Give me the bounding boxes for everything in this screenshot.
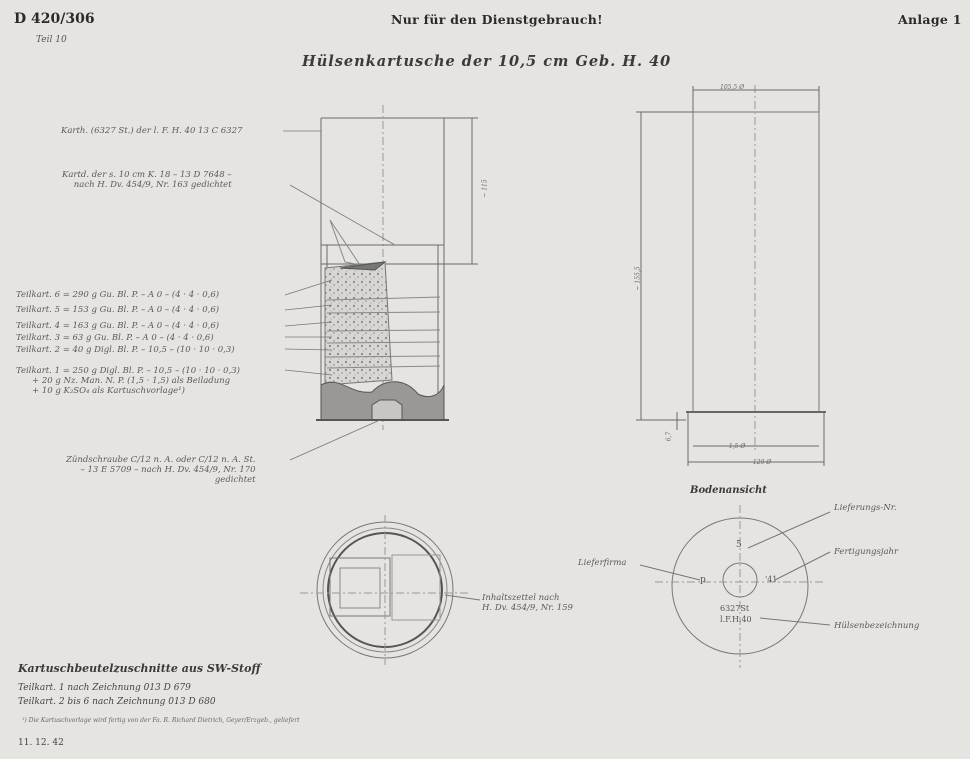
part-label: Teil 10 bbox=[36, 35, 67, 45]
cartridge-section bbox=[316, 105, 478, 430]
dim-top-width: 105,5 Ø bbox=[720, 84, 745, 91]
label-teilkart-2: Teilkart. 2 = 40 g Digl. Bl. P. – 10,5 – (10 · 10 · 0,3) bbox=[16, 345, 235, 355]
label-huelsenbezeichnung: Hülsenbezeichnung bbox=[834, 621, 920, 631]
dim-base-dia: ~ 129 Ø bbox=[746, 459, 772, 466]
label-bodenansicht: Bodenansicht bbox=[690, 485, 767, 496]
label-lieferfirma: Lieferfirma bbox=[578, 558, 627, 568]
dim-inner-dia: ~ 1,5 Ø bbox=[722, 443, 746, 450]
classification: Nur für den Dienstgebrauch! bbox=[391, 12, 603, 27]
base-marking-year: '41 bbox=[765, 575, 778, 584]
label-inhaltszettel: Inhaltszettel nach H. Dv. 454/9, Nr. 159 bbox=[482, 593, 573, 613]
footnote: ¹) Die Kartuschvorlage wird fertig von der Fa. R. Richard Dietrich, Geyer/Erzgeb., geliefert bbox=[22, 717, 300, 724]
base-marking-5: 5 bbox=[736, 540, 742, 550]
base-marking-name: l.F.H.40 bbox=[720, 615, 752, 624]
footer-line-2: Teilkart. 2 bis 6 nach Zeichnung 013 D 680 bbox=[18, 697, 216, 707]
label-teilkart-5: Teilkart. 5 = 153 g Gu. Bl. P. – A 0 – (4 · 4 · 0,6) bbox=[16, 305, 220, 315]
base-marking-p: p bbox=[700, 575, 706, 585]
annex-label: Anlage 1 bbox=[898, 12, 962, 27]
label-teilkart-4: Teilkart. 4 = 163 g Gu. Bl. P. – A 0 – (4 · 4 · 0,6) bbox=[16, 321, 220, 331]
base-view bbox=[640, 505, 830, 668]
cartridge-outer-view bbox=[636, 85, 826, 466]
date: 11. 12. 42 bbox=[18, 738, 64, 748]
label-lieferungs-nr: Lieferungs-Nr. bbox=[834, 503, 897, 513]
dim-total-height: ~ 155,5 bbox=[634, 266, 642, 291]
label-fertigungsjahr: Fertigungsjahr bbox=[834, 547, 899, 557]
label-teilkart-6: Teilkart. 6 = 290 g Gu. Bl. P. – A 0 – (4 · 4 · 0,6) bbox=[16, 290, 220, 300]
base-marking-number: 6327St bbox=[720, 604, 750, 613]
label-zuendschraube: Zündschraube C/12 n. A. oder C/12 n. A. St. – 13 E 5709 – nach H. Dv. 454/9, Nr. 170 gedichtet bbox=[66, 455, 256, 485]
doc-number: D 420/306 bbox=[14, 11, 95, 27]
page-title: Hülsenkartusche der 10,5 cm Geb. H. 40 bbox=[302, 53, 672, 70]
footer-line-1: Teilkart. 1 nach Zeichnung 013 D 679 bbox=[18, 683, 191, 693]
dim-rim: 6,7 bbox=[665, 431, 673, 442]
label-kartusche-inner: Kartd. der s. 10 cm K. 18 – 13 D 7648 – nach H. Dv. 454/9, Nr. 163 gedichtet bbox=[62, 170, 232, 190]
label-kartusche-top: Karth. (6327 St.) der l. F. H. 40 13 C 6327 bbox=[61, 126, 243, 136]
label-teilkart-3: Teilkart. 3 = 63 g Gu. Bl. P. – A 0 – (4 · 4 · 0,6) bbox=[16, 333, 214, 343]
dim-top-height: ~ 115 bbox=[481, 179, 489, 198]
label-teilkart-1: Teilkart. 1 = 250 g Digl. Bl. P. – 10,5 – (10 · 10 · 0,3) + 20 g Nz. Man. N. P. (1,5 · 1,5) als Beiladung + 10 g K₂SO₄ als Kartuschvorlage¹) bbox=[16, 366, 240, 396]
cartridge-top-view bbox=[300, 515, 480, 665]
section-title: Kartuschbeutelzuschnitte aus SW-Stoff bbox=[18, 662, 261, 675]
